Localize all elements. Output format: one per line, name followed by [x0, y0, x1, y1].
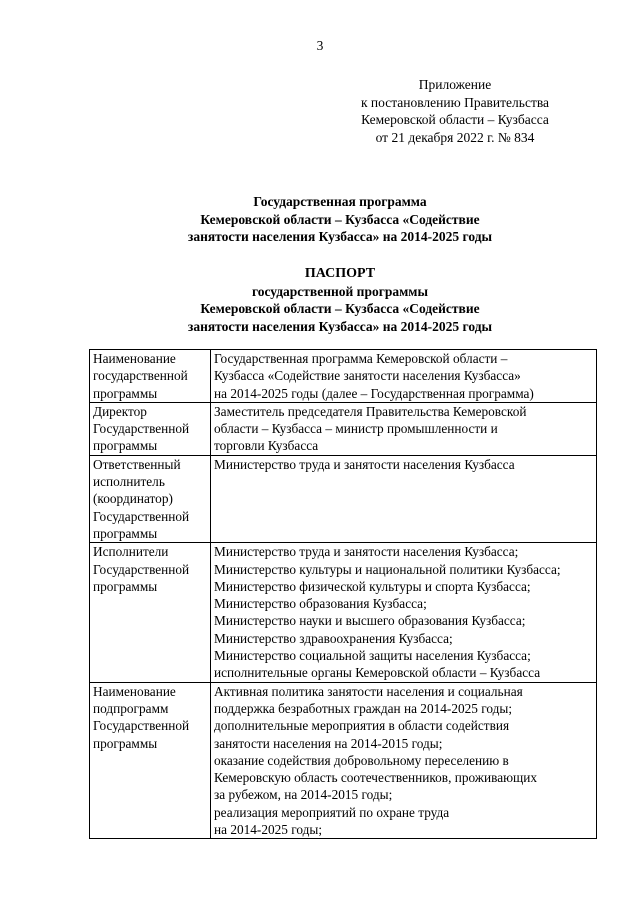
row-value-line: Министерство труда и занятости населения Кузбасса	[214, 456, 515, 472]
row-label-cell	[90, 350, 211, 403]
row-value-line: торговли Кузбасса	[214, 438, 319, 454]
row-value-line: оказание содействия добровольному переселению в	[214, 752, 509, 768]
row-value-line: Министерство образования Кузбасса;	[214, 596, 427, 612]
row-value-line: Министерство труда и занятости населения Кузбасса;	[214, 544, 519, 560]
row-value-line: Министерство науки и высшего образования Кузбасса;	[214, 613, 526, 629]
row-value-line: за рубежом, на 2014-2015 годы;	[214, 787, 393, 803]
row-label-line: Государственной	[93, 508, 190, 524]
passport-title	[90, 265, 590, 335]
row-label-line: Наименование	[93, 351, 176, 366]
row-label-cell	[90, 455, 211, 542]
passport-title-line: Кемеровской области – Кузбасса «Содействие	[200, 301, 480, 316]
row-value-cell	[211, 350, 597, 403]
table-row	[90, 402, 597, 455]
program-title-line: Кемеровской области – Кузбасса «Содействие	[200, 211, 480, 227]
passport-table	[89, 349, 597, 839]
row-label-line: программы	[93, 735, 158, 751]
row-value-line: поддержка безработных граждан на 2014-2025 годы;	[214, 700, 513, 716]
row-value-line: Министерство физической культуры и спорта Кузбасса;	[214, 578, 531, 594]
row-value-line: Министерство культуры и национальной политики Кузбасса;	[214, 561, 561, 577]
row-value-cell	[211, 682, 597, 839]
row-value-line: Министерство здравоохранения Кузбасса;	[214, 630, 453, 646]
table-row	[90, 455, 597, 542]
table-row	[90, 682, 597, 839]
table-row	[90, 543, 597, 682]
appendix-line: к постановлению Правительства	[360, 94, 550, 110]
row-value-line: Заместитель председателя Правительства Кемеровской	[214, 403, 527, 419]
row-label-cell	[90, 682, 211, 839]
row-value-line: Кузбасса «Содействие занятости населения Кузбасса»	[214, 368, 521, 384]
row-label-line: Директор	[93, 403, 147, 419]
row-label-line: Государственной	[93, 421, 190, 437]
passport-table-body	[90, 350, 597, 839]
row-value-line: дополнительные мероприятия в области содействия	[214, 718, 510, 734]
row-label-line: программы	[93, 578, 158, 594]
appendix-note	[330, 76, 580, 146]
page-number: 3	[316, 38, 324, 53]
row-value-line: на 2014-2025 годы;	[214, 822, 323, 838]
row-label-line: Наименование	[93, 683, 176, 699]
row-label-line: исполнитель	[93, 474, 165, 490]
row-label-line: Государственной	[93, 718, 190, 734]
row-value-line: области – Кузбасса – министр промышленности и	[214, 421, 498, 437]
passport-heading: ПАСПОРТ	[304, 266, 376, 281]
row-label-line: Исполнители	[93, 544, 169, 560]
row-value-line: занятости населения на 2014-2015 годы;	[214, 735, 443, 751]
row-value-cell	[211, 402, 597, 455]
program-title	[90, 193, 590, 246]
row-label-cell	[90, 402, 211, 455]
row-label-cell	[90, 543, 211, 682]
row-value-line: на 2014-2025 годы (далее – Государственная программа)	[214, 385, 534, 401]
row-value-line: Кемеровскую область соотечественников, проживающих	[214, 770, 538, 786]
row-label-line: программы	[93, 525, 158, 541]
row-value-line: Активная политика занятости населения и социальная	[214, 683, 523, 699]
row-label-line: Ответственный	[93, 456, 181, 472]
row-label-line: государственной	[93, 368, 188, 384]
row-value-line: исполнительные органы Кемеровской области – Кузбасса	[214, 665, 541, 681]
row-value-cell	[211, 455, 597, 542]
appendix-line: Кемеровской области – Кузбасса	[361, 112, 549, 127]
row-label-line: Государственной	[93, 561, 190, 577]
program-title-line: Государственная программа	[253, 194, 427, 209]
row-value-line: Министерство социальной защиты населения Кузбасса;	[214, 648, 531, 664]
appendix-line: от 21 декабря 2022 г. № 834	[375, 129, 535, 145]
passport-title-line: государственной программы	[251, 283, 429, 299]
appendix-line: Приложение	[418, 77, 492, 92]
row-value-line: реализация мероприятий по охране труда	[214, 804, 450, 820]
row-label-line: (координатор)	[93, 491, 173, 507]
row-label-line: подпрограмм	[93, 700, 169, 716]
passport-title-line: занятости населения Кузбасса» на 2014-2025 годы	[187, 318, 493, 334]
row-label-line: программы	[93, 438, 158, 454]
program-title-line: занятости населения Кузбасса» на 2014-2025 годы	[187, 229, 493, 244]
row-value-cell	[211, 543, 597, 682]
table-row	[90, 350, 597, 403]
row-value-line: Государственная программа Кемеровской области –	[214, 351, 508, 366]
row-label-line: программы	[93, 385, 158, 401]
